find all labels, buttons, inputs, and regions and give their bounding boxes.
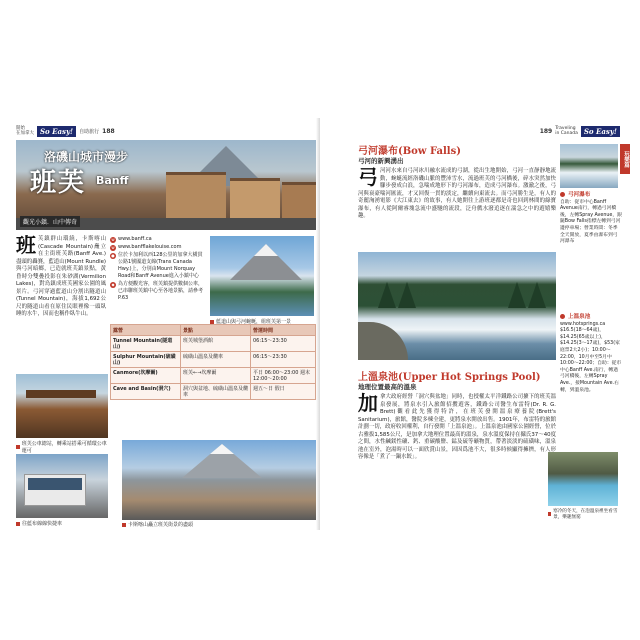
hero-title: 班芙 [30,168,87,198]
hero-subtitle: 洛磯山城市漫步 [44,150,129,164]
book-spread [10,118,630,530]
upper-hot-springs-title: 上溫泉池(Upper Hot Springs Pool) [358,372,541,383]
bus-caption: 往藍布線線快捷車 [16,520,110,527]
mount-rundle-caption: 藍道山與弓河蜿蜒，組班芙第一景 [210,318,316,325]
building-shape [166,172,226,222]
snow-cap-shape [210,444,234,454]
banff-street-photo [122,440,316,520]
intro-text: 芙鎮群山環繞，卡斯喀山(Cascade Mountain)矗立在主街班芙路(Banff Ave.)盡頭的轟賽，藍道山(Mount Rundle)與弓河暗鄉，已造就班芙鎮景點，黃昏時分雙疊投影在朱砂湖(Vermilion Lakes)，對鳥鎮成班芙國家公園的風景片。弓河穿過藍道山分割出隧道山(Tunnel Mountain)，海拔1,692公尺的隧道山看在原住民眼裡像一頭臥睡的水牛，因而也稱作臥牛山。 [16,236,106,317]
left-header-section: 自助旅行 [79,128,100,135]
tree-shape [528,282,546,308]
left-page [10,118,320,530]
bow-falls-info-text: 自助：從市中心Banff Avenue南行，轉過弓河橋後，左轉Spray Avenue，跟隨Bow Falls指標左轉到弓河邊停車場；營業時間：冬季全天開放，夏季由瀑布到弓河瀑布 [560,199,622,245]
drop-cap: 弓 [358,165,378,189]
bus-station-caption: 班芙公車總站，轉乘站搭乘可循環公車運可 [16,440,110,454]
bow-falls-side-photo [560,144,618,188]
table-row: Tunnel Mountain(隧道山) 班芙城堡酒館 06:15～23:30 [111,336,316,352]
drop-cap: 加 [358,391,378,415]
chapter-tab: 玩樂篇 [620,144,630,174]
left-page-number: 188 [102,127,115,135]
right-page-number: 189 [539,127,553,135]
drop-cap: 班 [16,233,36,257]
bow-falls-title: 弓河瀑布(Bow Falls) [358,146,461,157]
so-easy-logo: So Easy! [581,126,620,137]
tree-shape [378,282,396,308]
intro-paragraph [16,233,106,319]
location-icon: ● [111,252,115,258]
bus-station-photo [16,374,108,438]
tree-shape [508,282,526,308]
building-shape [282,182,316,222]
upper-hot-springs-text: 加 拿大政府經營「洞穴與盆地」同時，也授權太平洋鐵路公司擴下的班芙溫泉發展，將泉水引入旅館招攬遊客，鐵路公司醫生布雷特(Dr. R. G. Brett)觀看此先獲得特許，在班芙發開溫泉療養院(Brett's Sanitarium)，旅館，醫院多棟全建，更將泉水開放出售。1901年，布雷特的旅館計劃一切，政府收回權利，自行發開「上溫泉池」。上溫泉池由國家公園經營，位於古雅拔1,585公尺，是加拿大地理位置最高的溫泉，泉水溫度保持在攝氏37～40度之間，水性鹹鎂性礦、鈣、重碳酸鹽、錳及硫等礦物質，帶著淡淡的硫磺味，溫泉池在室外，泡湯時可以一面欣賞山景，因因爲池不大，很多時候顯得擁擠，有人形容像是「煮了一鍋水餃」。 [358,391,556,460]
hero-title-en: Banff [96,174,129,187]
mount-rundle-photo [210,236,314,316]
tree-shape [398,282,416,308]
pool-caption: 寒冷的冬天，在泡溫泉裡坐看雪景，樂趣無窮 [548,508,624,520]
left-running-header [16,124,115,138]
info-row: ◆ 為方便觀光客，班芙鎮提供數個公車，已串聯班芙鎮中心至各地景點，請參考P.63 [111,281,204,301]
hero-caption: 觀光小鎮．山中傳奇 [20,216,80,227]
table-row: Sulphur Mountain(硫磺山) 硫磺山溫泉及纜車 06:15～23:30 [111,352,316,368]
table-row: Canmore(坎摩爾) 班芙←→坎摩爾 平日 06:00～23:00 週末 12:00～20:00 [111,368,316,384]
left-header-sub: 開始 在加拿大 [16,126,34,136]
table-row: Cave and Basin(洞穴) 洞穴與盆地、硫磺山溫泉及纜車 週五～日 假日 [111,384,316,400]
bow-falls-info [560,192,622,246]
right-header-section: Traveling in Canada [555,126,578,136]
right-running-header [540,124,620,138]
bus-window-shape [28,478,82,490]
location-icon [560,192,565,197]
hot-springs-info-text: $16.5(18～64歲)，$14.25(65歲以上)，$14.25(3～17歲)，$53(家庭票2大2小)；10:00～22:00，10月中至5月中10:00～22:00；自助：從市中心Banff Ave.南行，轉過弓河橋後，左轉Spray Ave.，接Mountain Ave.右轉，到溫泉池。 [560,328,622,393]
hot-springs-web[interactable]: www.hotsprings.ca [560,321,606,327]
banff-hero-photo [16,140,316,230]
upper-hot-springs-subtitle: 地理位置最高的溫泉 [358,383,417,391]
bow-falls-text: 弓 河河水來自弓河冰川融水流成的弓湖，從出生地開始，弓河一直靜靜地流動，蜿蜒流經洛磯山脈的豐沛雪水，流過班芙的弓河橋後，碎水突然加快腳步發成白浪，急喘成地形下的弓河瀑布，造成弓河瀑布。激澈之後，弓河與衰豪喘河匯流，才又回復一貫的淡定，繼續向東流去。而弓河勝生是，有人的奇麗洶湧電影《大江東去》的故事，有人她開往上游班逐都是奇也回到林間的綠寶瀑布，有人從阿爾睿塊急流中盛馳的流段，泛舟戲水潑追逐在湍急之中的遊嬉樂趣。 [358,165,556,219]
hot-springs-info-heading: 上溫泉池 [560,314,622,321]
bus-photo [16,454,108,518]
bow-falls-info-heading: 弓河瀑布 [560,192,622,199]
building-shape [230,178,280,222]
info-row: ● 位於卡加利以西128公里的加拿大橫貫公路1號國道支線(Trans Canada Hwy.)上，分別由Mount Norquay Road和Banff Avenue進入小鎮中心 [111,252,203,279]
right-page [320,118,630,530]
info-row: w www.banff.ca [111,236,152,242]
map-icon: ◆ [111,281,115,287]
info-row: w www.banfflakelouise.com [111,244,182,250]
rock-shape [358,322,408,360]
table-header: 景點 [181,325,251,336]
hot-springs-pool-photo [548,452,618,506]
bow-falls-subtitle: 弓河的新興湧出 [358,157,404,165]
table-header: 營運時間 [251,325,316,336]
bow-falls-photo [358,252,556,360]
roof-shape [26,390,96,398]
bus-route-table [110,324,316,400]
web-icon: w [111,236,115,242]
location-icon [560,314,565,319]
info-box [110,236,205,303]
table-header: 露營 [111,325,181,336]
street-caption: 卡斯喀山矗立班芙街景的盡頭 [122,521,316,528]
web-icon: w [111,244,115,250]
so-easy-logo: So Easy! [37,126,76,137]
snow-cap-shape [254,244,278,256]
hot-springs-info [560,314,622,394]
